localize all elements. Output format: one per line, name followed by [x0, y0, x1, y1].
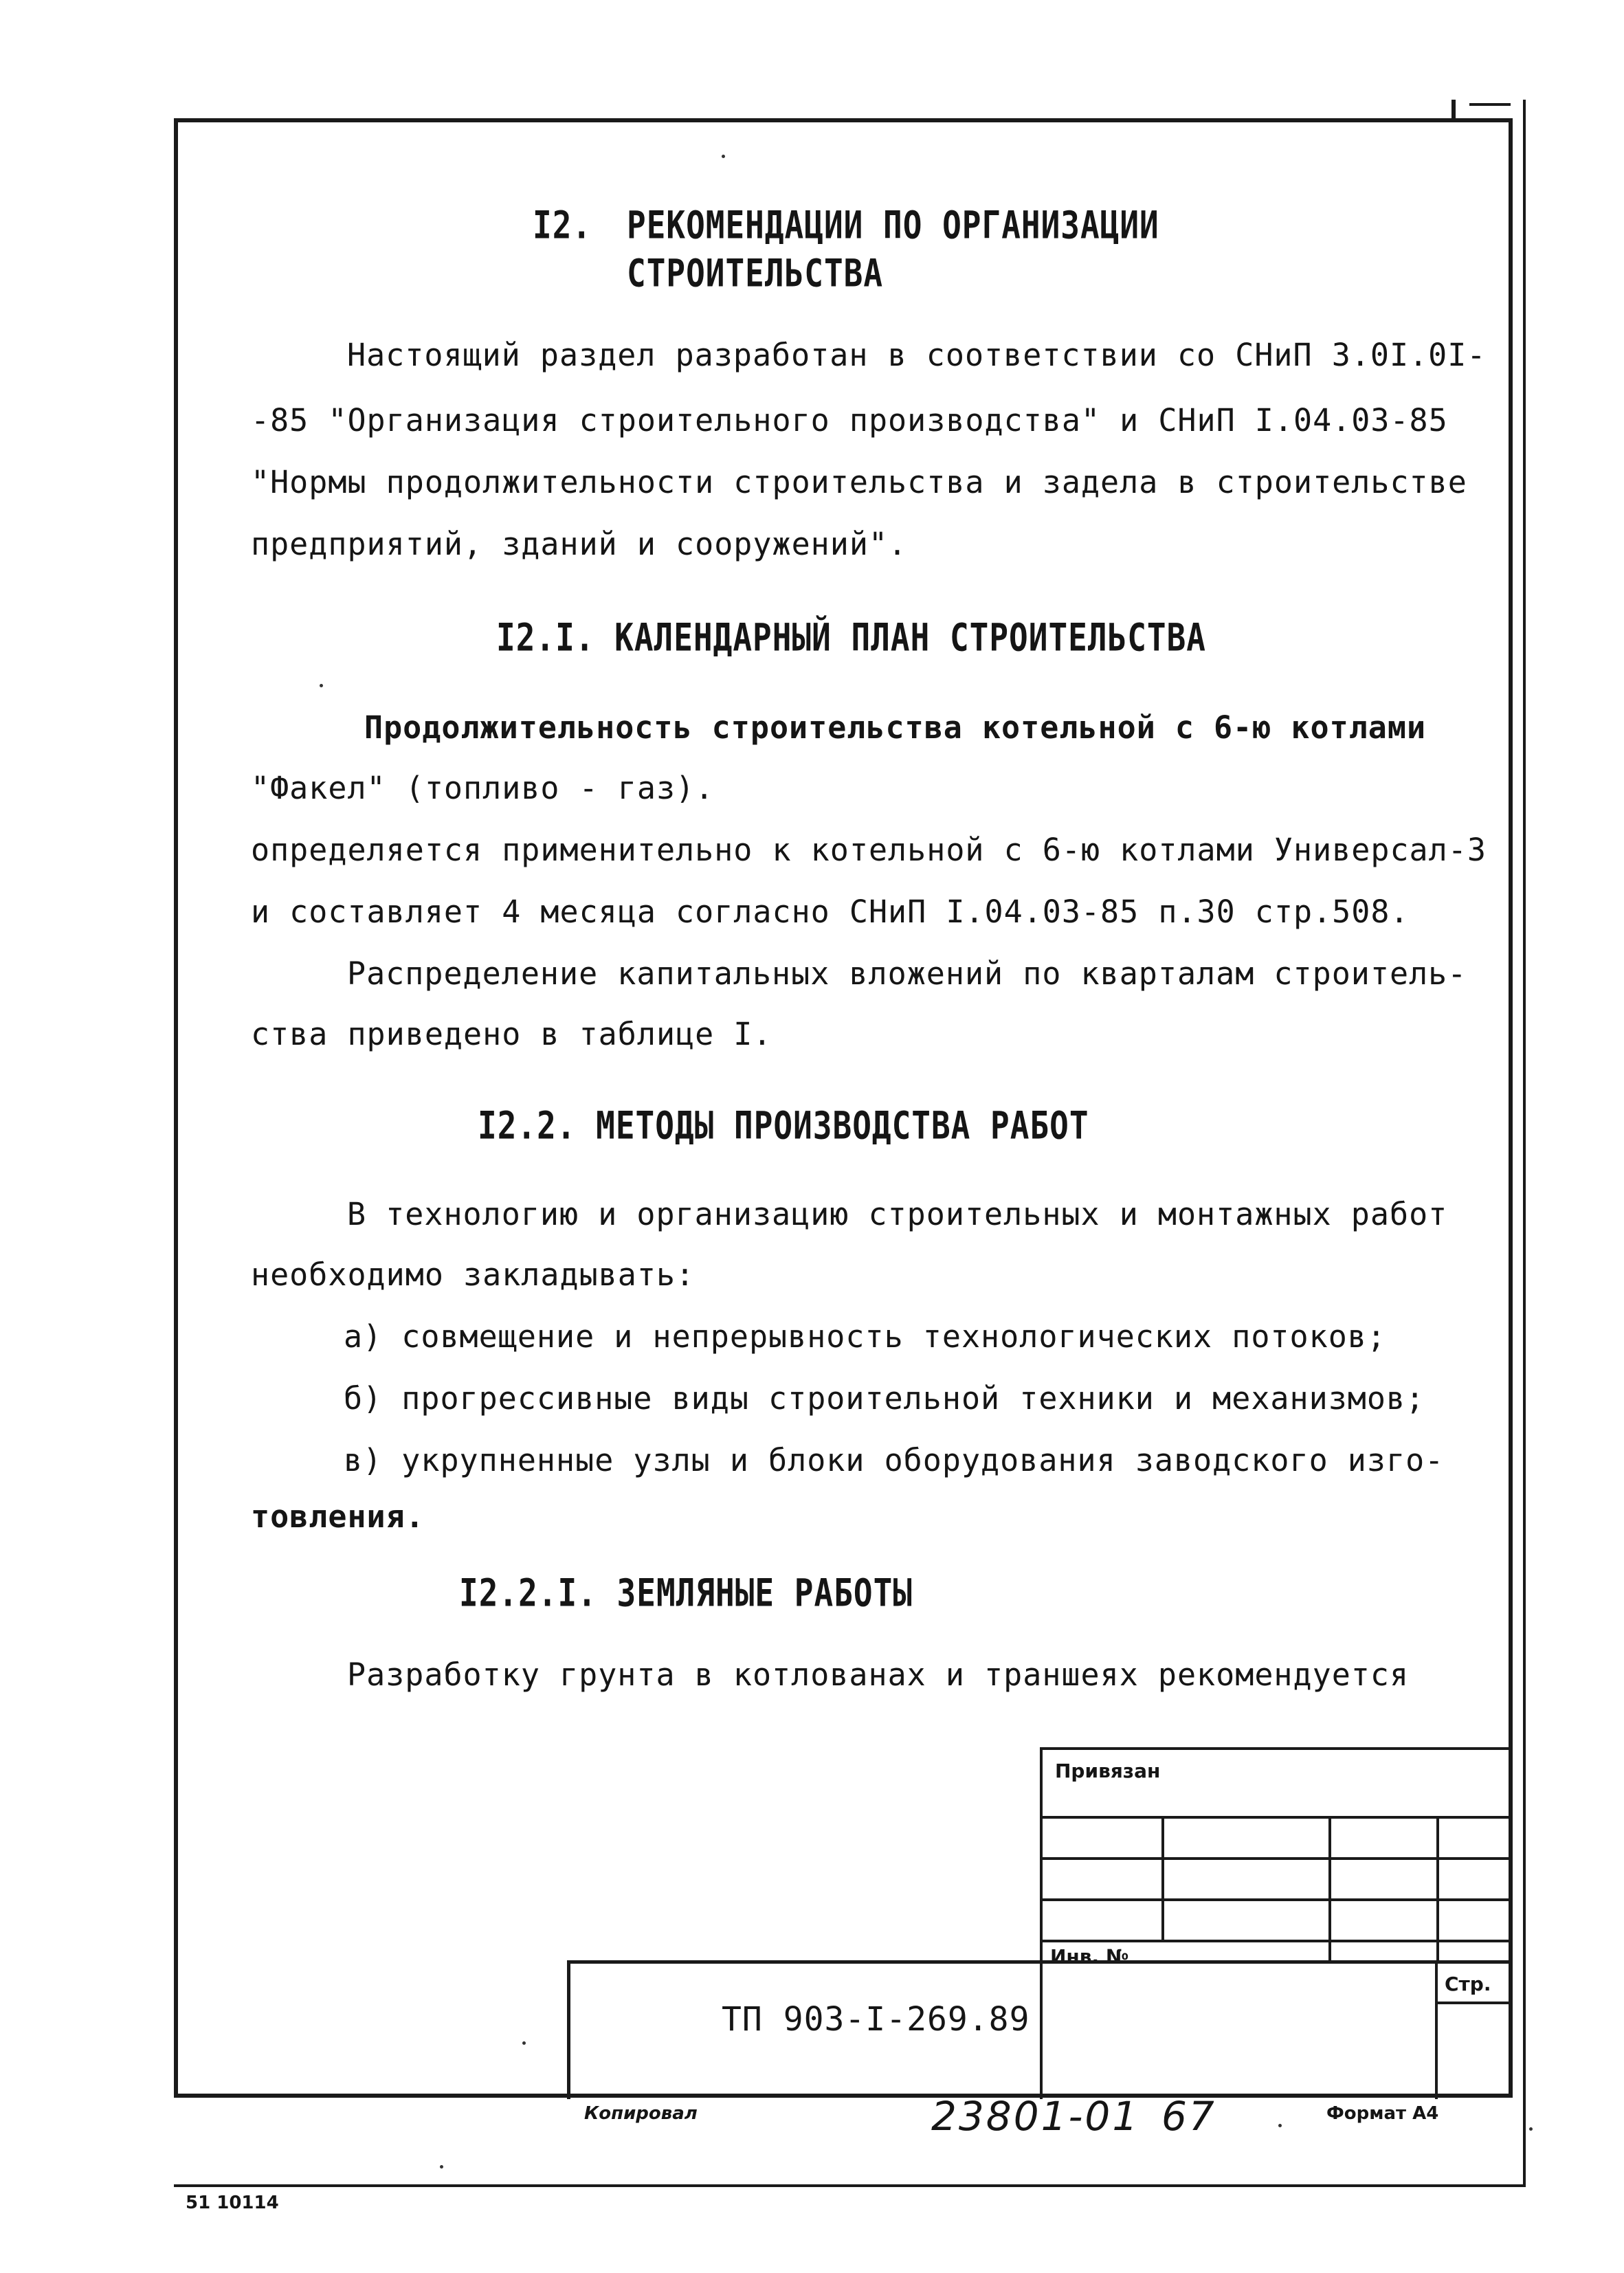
bottom-trim-line	[174, 2184, 1526, 2187]
methods-item-b: б) прогрессивные виды строительной техники и механизмов;	[344, 1380, 1425, 1417]
methods-item-a: а) совмещение и непрерывность технологических потоков;	[344, 1318, 1386, 1355]
privyazan-label: Привязан	[1055, 1760, 1161, 1782]
calendar-line-2: "Факел" (топливо - газ).	[251, 770, 715, 806]
handwritten-page-number: 67	[1161, 2093, 1216, 2140]
handwritten-number: 23801-01	[931, 2093, 1140, 2140]
calendar-line-1: Продолжительность строительства котельной с 6-ю котлами	[364, 709, 1427, 746]
calendar-line-6: ства приведено в таблице I.	[251, 1016, 772, 1052]
scan-speck	[722, 155, 725, 158]
inv-no-label: Инв. №	[1050, 1945, 1129, 1968]
stamp-row-line	[1040, 1898, 1513, 1901]
section-number: I2.	[533, 203, 592, 247]
stamp-col-line	[1161, 1816, 1164, 1940]
scan-speck	[320, 684, 323, 687]
calendar-line-4: и составляет 4 месяца согласно СНиП I.04.03-85 п.30 стр.508.	[251, 894, 1410, 930]
crop-mark-dash	[1469, 103, 1511, 106]
page-label: Стр.	[1445, 1973, 1491, 1995]
binding-margin-line	[1523, 100, 1526, 2186]
doc-code: ТП 903-I-269.89	[722, 2000, 1030, 2039]
scan-speck	[522, 2041, 526, 2045]
sheet-code: 51 10114	[186, 2193, 279, 2213]
format-label: Формат А4	[1326, 2103, 1439, 2124]
stamp-col-line	[1328, 1816, 1331, 1962]
methods-line-1: В технологию и организацию строительных и монтажных работ	[347, 1196, 1448, 1232]
copied-label: Копировал	[584, 2103, 698, 2124]
methods-line-2: необходимо закладывать:	[251, 1256, 696, 1293]
scan-speck	[1278, 2124, 1282, 2127]
stamp-row-line	[1040, 1816, 1513, 1819]
doc-code-box	[567, 1960, 1513, 2099]
stamp-col-line	[1436, 1816, 1439, 1962]
scan-speck	[1529, 2127, 1533, 2131]
subsection-heading-earthworks: I2.2.I. ЗЕМЛЯНЫЕ РАБОТЫ	[459, 1571, 913, 1615]
methods-item-c: в) укрупненные узлы и блоки оборудования заводского изго-	[344, 1442, 1445, 1478]
earthworks-line-1: Разработку грунта в котлованах и траншеях рекомендуется	[347, 1656, 1410, 1693]
methods-item-c-cont: товления.	[251, 1498, 425, 1535]
stamp-row-line	[1040, 1857, 1513, 1860]
crop-mark	[1451, 100, 1456, 120]
intro-line-2: -85 "Организация строительного производства" и СНиП I.04.03-85	[251, 402, 1448, 439]
stamp-row-line	[1040, 1940, 1513, 1942]
scan-speck	[440, 2165, 443, 2169]
section-title-line-2: СТРОИТЕЛЬСТВА	[627, 251, 884, 296]
subsection-heading-methods: I2.2. МЕТОДЫ ПРОИЗВОДСТВА РАБОТ	[478, 1103, 1089, 1148]
calendar-line-3: определяется применительно к котельной с 6-ю котлами Универсал-3	[251, 832, 1487, 868]
page-col-line	[1435, 1960, 1438, 2099]
section-title-line-1: РЕКОМЕНДАЦИИ ПО ОРГАНИЗАЦИИ	[627, 203, 1159, 247]
intro-line-3: "Нормы продолжительности строительства и задела в строительстве	[251, 464, 1467, 500]
page-col-divider	[1435, 2002, 1513, 2004]
intro-line-1: Настоящий раздел разработан в соответствии со СНиП 3.0I.0I-	[347, 337, 1487, 373]
intro-line-4: предприятий, зданий и сооружений".	[251, 526, 908, 562]
calendar-line-5: Распределение капитальных вложений по кварталам строитель-	[347, 955, 1467, 992]
subsection-heading-calendar-plan: I2.I. КАЛЕНДАРНЫЙ ПЛАН СТРОИТЕЛЬСТВА	[496, 615, 1206, 660]
